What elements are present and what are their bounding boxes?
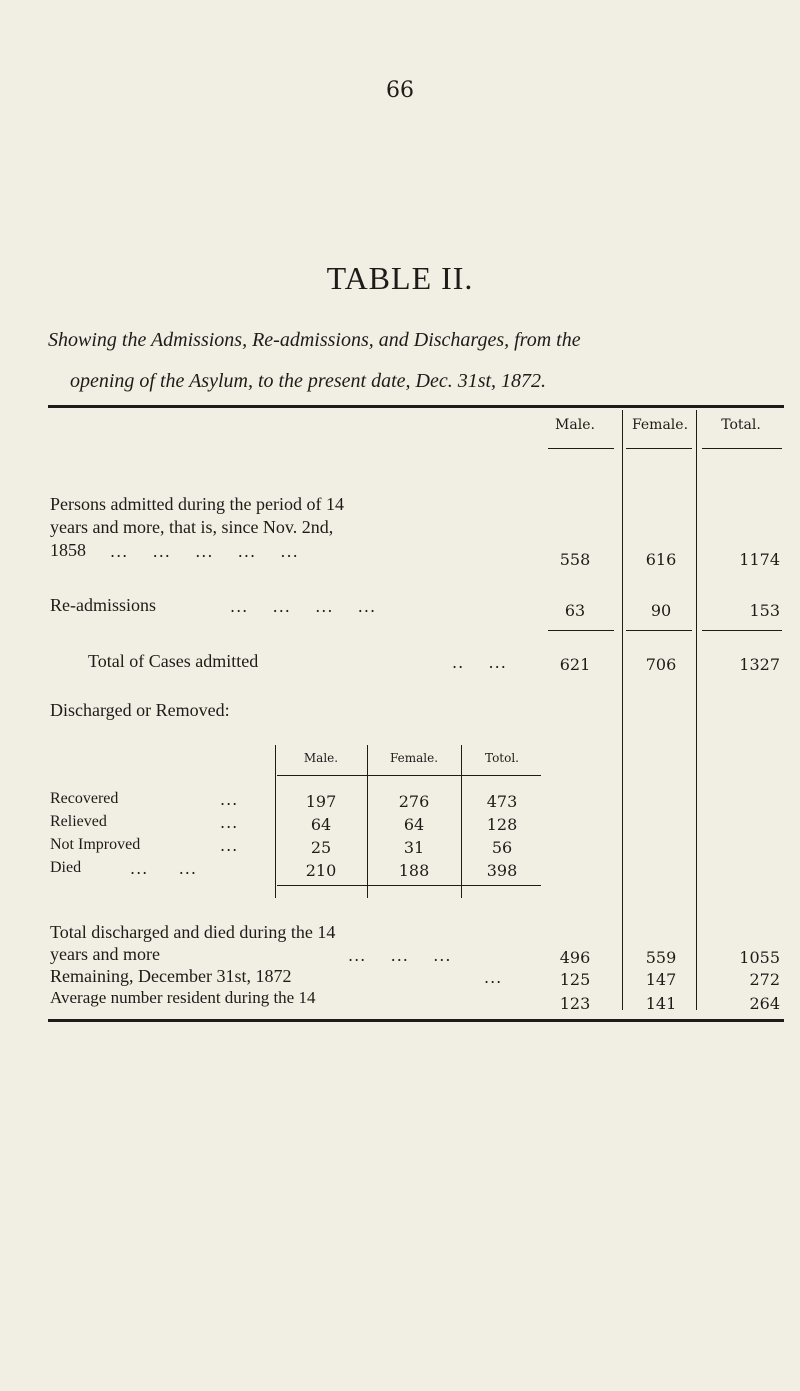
row-label: Re-admissions xyxy=(50,595,156,615)
inner-cell-male: 64 xyxy=(310,815,332,834)
row-label: Average number resident during the 14 xyxy=(50,988,316,1007)
inner-column-divider xyxy=(367,745,368,898)
leader-dots: ... xyxy=(220,813,239,832)
cell-male: 63 xyxy=(564,601,586,620)
cell-female: 706 xyxy=(645,655,677,674)
table-subtitle-line-2: opening of the Asylum, to the present date, Dec. 31st, 1872. xyxy=(70,370,547,392)
inner-cell-female: 188 xyxy=(398,861,430,880)
column-header-female: Female. xyxy=(631,417,689,433)
cell-female: 90 xyxy=(650,601,672,620)
cell-total: 1174 xyxy=(739,550,780,569)
cell-female: 141 xyxy=(645,994,677,1013)
inner-cell-male: 210 xyxy=(305,861,337,880)
inner-header-total: Totol. xyxy=(485,751,519,765)
leader-dots: ... xyxy=(484,968,503,987)
row-label: Remaining, December 31st, 1872 xyxy=(50,966,292,986)
cell-female: 616 xyxy=(645,550,677,569)
inner-header-underline xyxy=(277,775,541,776)
sum-rule xyxy=(548,630,614,631)
row-label: Total discharged and died during the 14 xyxy=(50,922,336,942)
cell-total: 264 xyxy=(749,994,780,1013)
inner-cell-female: 31 xyxy=(403,838,425,857)
inner-cell-female: 64 xyxy=(403,815,425,834)
inner-cell-total: 398 xyxy=(486,861,518,880)
cell-male: 621 xyxy=(559,655,591,674)
row-label: years and more xyxy=(50,944,160,964)
cell-total: 272 xyxy=(749,970,780,989)
inner-column-divider xyxy=(461,745,462,898)
leader-dots: ... ... ... xyxy=(348,946,452,965)
cell-total: 1327 xyxy=(739,655,780,674)
inner-cell-total: 128 xyxy=(486,815,518,834)
inner-cell-male: 25 xyxy=(310,838,332,857)
inner-row-label: Died xyxy=(50,859,82,876)
sum-rule xyxy=(626,630,692,631)
column-header-total: Total. xyxy=(721,417,761,433)
cell-female: 559 xyxy=(645,948,677,967)
inner-cell-total: 56 xyxy=(491,838,513,857)
header-underline xyxy=(702,448,782,449)
inner-row-label: Not Improved xyxy=(50,836,141,853)
leader-dots: ... xyxy=(220,790,239,809)
inner-row-label: Recovered xyxy=(50,790,119,807)
section-heading: Discharged or Removed: xyxy=(50,700,230,720)
leader-dots: ... ... ... ... xyxy=(230,597,377,616)
cell-total: 153 xyxy=(749,601,780,620)
inner-row-label: Relieved xyxy=(50,813,107,830)
leader-dots: ... xyxy=(220,836,239,855)
cell-female: 147 xyxy=(645,970,677,989)
header-underline xyxy=(626,448,692,449)
leader-dots: ... ... xyxy=(130,859,197,878)
inner-cell-male: 197 xyxy=(305,792,337,811)
column-divider xyxy=(622,410,623,1010)
inner-column-divider xyxy=(275,745,276,898)
column-divider xyxy=(696,410,697,1010)
inner-cell-female: 276 xyxy=(398,792,430,811)
cell-male: 125 xyxy=(559,970,591,989)
leader-dots: .. ... xyxy=(452,653,507,672)
inner-header-male: Male. xyxy=(303,751,339,765)
row-label: years and more, that is, since Nov. 2nd, xyxy=(50,517,334,537)
cell-male: 558 xyxy=(559,550,591,569)
cell-total: 1055 xyxy=(739,948,780,967)
inner-cell-total: 473 xyxy=(486,792,518,811)
page-number: 66 xyxy=(386,78,414,103)
sum-rule xyxy=(702,630,782,631)
table-subtitle-line-1: Showing the Admissions, Re-admissions, and Discharges, from the xyxy=(48,329,581,351)
inner-sum-rule xyxy=(277,885,541,886)
column-header-male: Male. xyxy=(555,417,595,433)
cell-male: 123 xyxy=(559,994,591,1013)
cell-male: 496 xyxy=(559,948,591,967)
table-top-rule xyxy=(48,405,784,408)
table-bottom-rule xyxy=(48,1019,784,1022)
row-label: 1858 xyxy=(50,540,86,560)
row-label: Persons admitted during the period of 14 xyxy=(50,494,344,514)
header-underline xyxy=(548,448,614,449)
leader-dots: ... ... ... ... ... xyxy=(110,542,299,561)
row-label: Total of Cases admitted xyxy=(88,651,259,671)
inner-header-female: Female. xyxy=(389,751,439,765)
table-title: TABLE II. xyxy=(326,260,474,296)
